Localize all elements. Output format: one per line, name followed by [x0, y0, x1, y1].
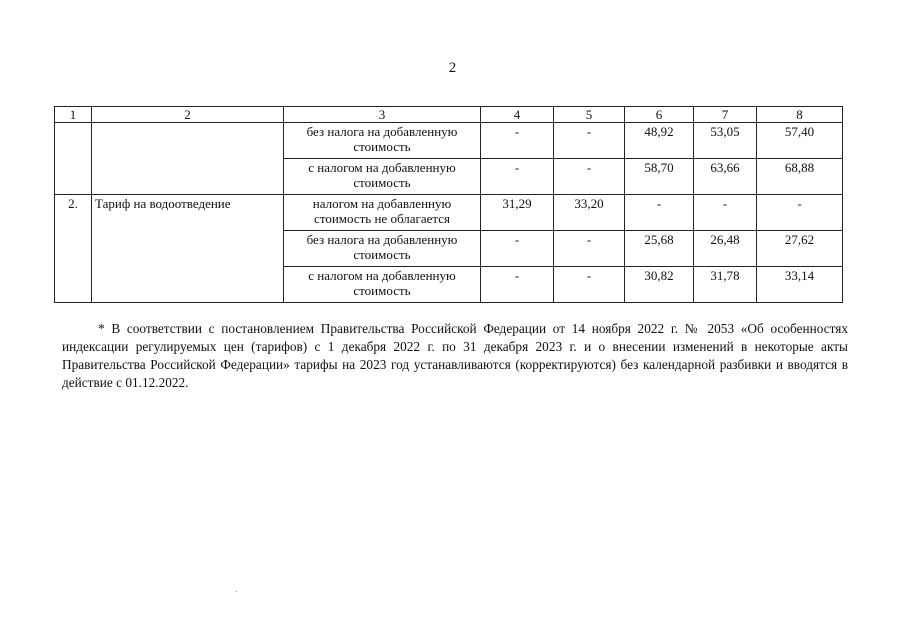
- row-value-col5: -: [554, 231, 625, 267]
- header-cell-5: 5: [554, 107, 625, 123]
- header-cell-3: 3: [284, 107, 481, 123]
- row-value-col4: -: [481, 267, 554, 303]
- row-description-cell: с налогом на добавленную стоимость: [284, 159, 481, 195]
- row-value-col7: 26,48: [694, 231, 757, 267]
- row-description-cell: с налогом на добавленную стоимость: [284, 267, 481, 303]
- row-value-col4: -: [481, 159, 554, 195]
- scan-speck: [236, 591, 237, 592]
- row-value-col5: -: [554, 123, 625, 159]
- footnote: [62, 320, 848, 392]
- row-number-cell: 2.: [55, 195, 92, 303]
- row-value-col6: 48,92: [625, 123, 694, 159]
- row-value-col4: -: [481, 231, 554, 267]
- header-cell-8: 8: [757, 107, 843, 123]
- row-value-col8: 68,88: [757, 159, 843, 195]
- tariff-table: [54, 106, 843, 303]
- footnote-text: * В соответствии с постановлением Правительства Российской Федерации от 14 ноября 2022 г. № 2053 «Об особенностях индексации регулируемых цен (тарифов) с 1 декабря 2022 г. по 31 декабря 2023 г. и о внесении изменений в некоторые акты Правительства Российской Федерации» тарифы на 2023 год устанавливаются (корректируются) без календарной разбивки и вводятся в действие с 01.12.2022.: [62, 321, 848, 390]
- row-value-col8: 33,14: [757, 267, 843, 303]
- row-value-col6: -: [625, 195, 694, 231]
- row-value-col5: -: [554, 159, 625, 195]
- row-value-col4: -: [481, 123, 554, 159]
- header-cell-1: 1: [55, 107, 92, 123]
- row-value-col6: 25,68: [625, 231, 694, 267]
- table-row: [55, 123, 843, 159]
- row-description-cell: без налога на добавленную стоимость: [284, 231, 481, 267]
- row-value-col7: 53,05: [694, 123, 757, 159]
- header-cell-4: 4: [481, 107, 554, 123]
- header-cell-7: 7: [694, 107, 757, 123]
- row-value-col8: 27,62: [757, 231, 843, 267]
- row-name-cell: [92, 123, 284, 195]
- row-value-col8: 57,40: [757, 123, 843, 159]
- row-value-col4: 31,29: [481, 195, 554, 231]
- row-value-col8: -: [757, 195, 843, 231]
- row-value-col7: 63,66: [694, 159, 757, 195]
- row-name-cell: Тариф на водоотведение: [92, 195, 284, 303]
- row-value-col6: 30,82: [625, 267, 694, 303]
- page-number: 2: [448, 60, 457, 76]
- header-cell-2: 2: [92, 107, 284, 123]
- table-header-row: [55, 107, 843, 123]
- row-number-cell: [55, 123, 92, 195]
- row-description-cell: без налога на добавленную стоимость: [284, 123, 481, 159]
- row-value-col5: 33,20: [554, 195, 625, 231]
- header-cell-6: 6: [625, 107, 694, 123]
- row-value-col7: -: [694, 195, 757, 231]
- row-description-cell: налогом на добавленную стоимость не облагается: [284, 195, 481, 231]
- row-value-col5: -: [554, 267, 625, 303]
- row-value-col7: 31,78: [694, 267, 757, 303]
- table-row: [55, 195, 843, 231]
- row-value-col6: 58,70: [625, 159, 694, 195]
